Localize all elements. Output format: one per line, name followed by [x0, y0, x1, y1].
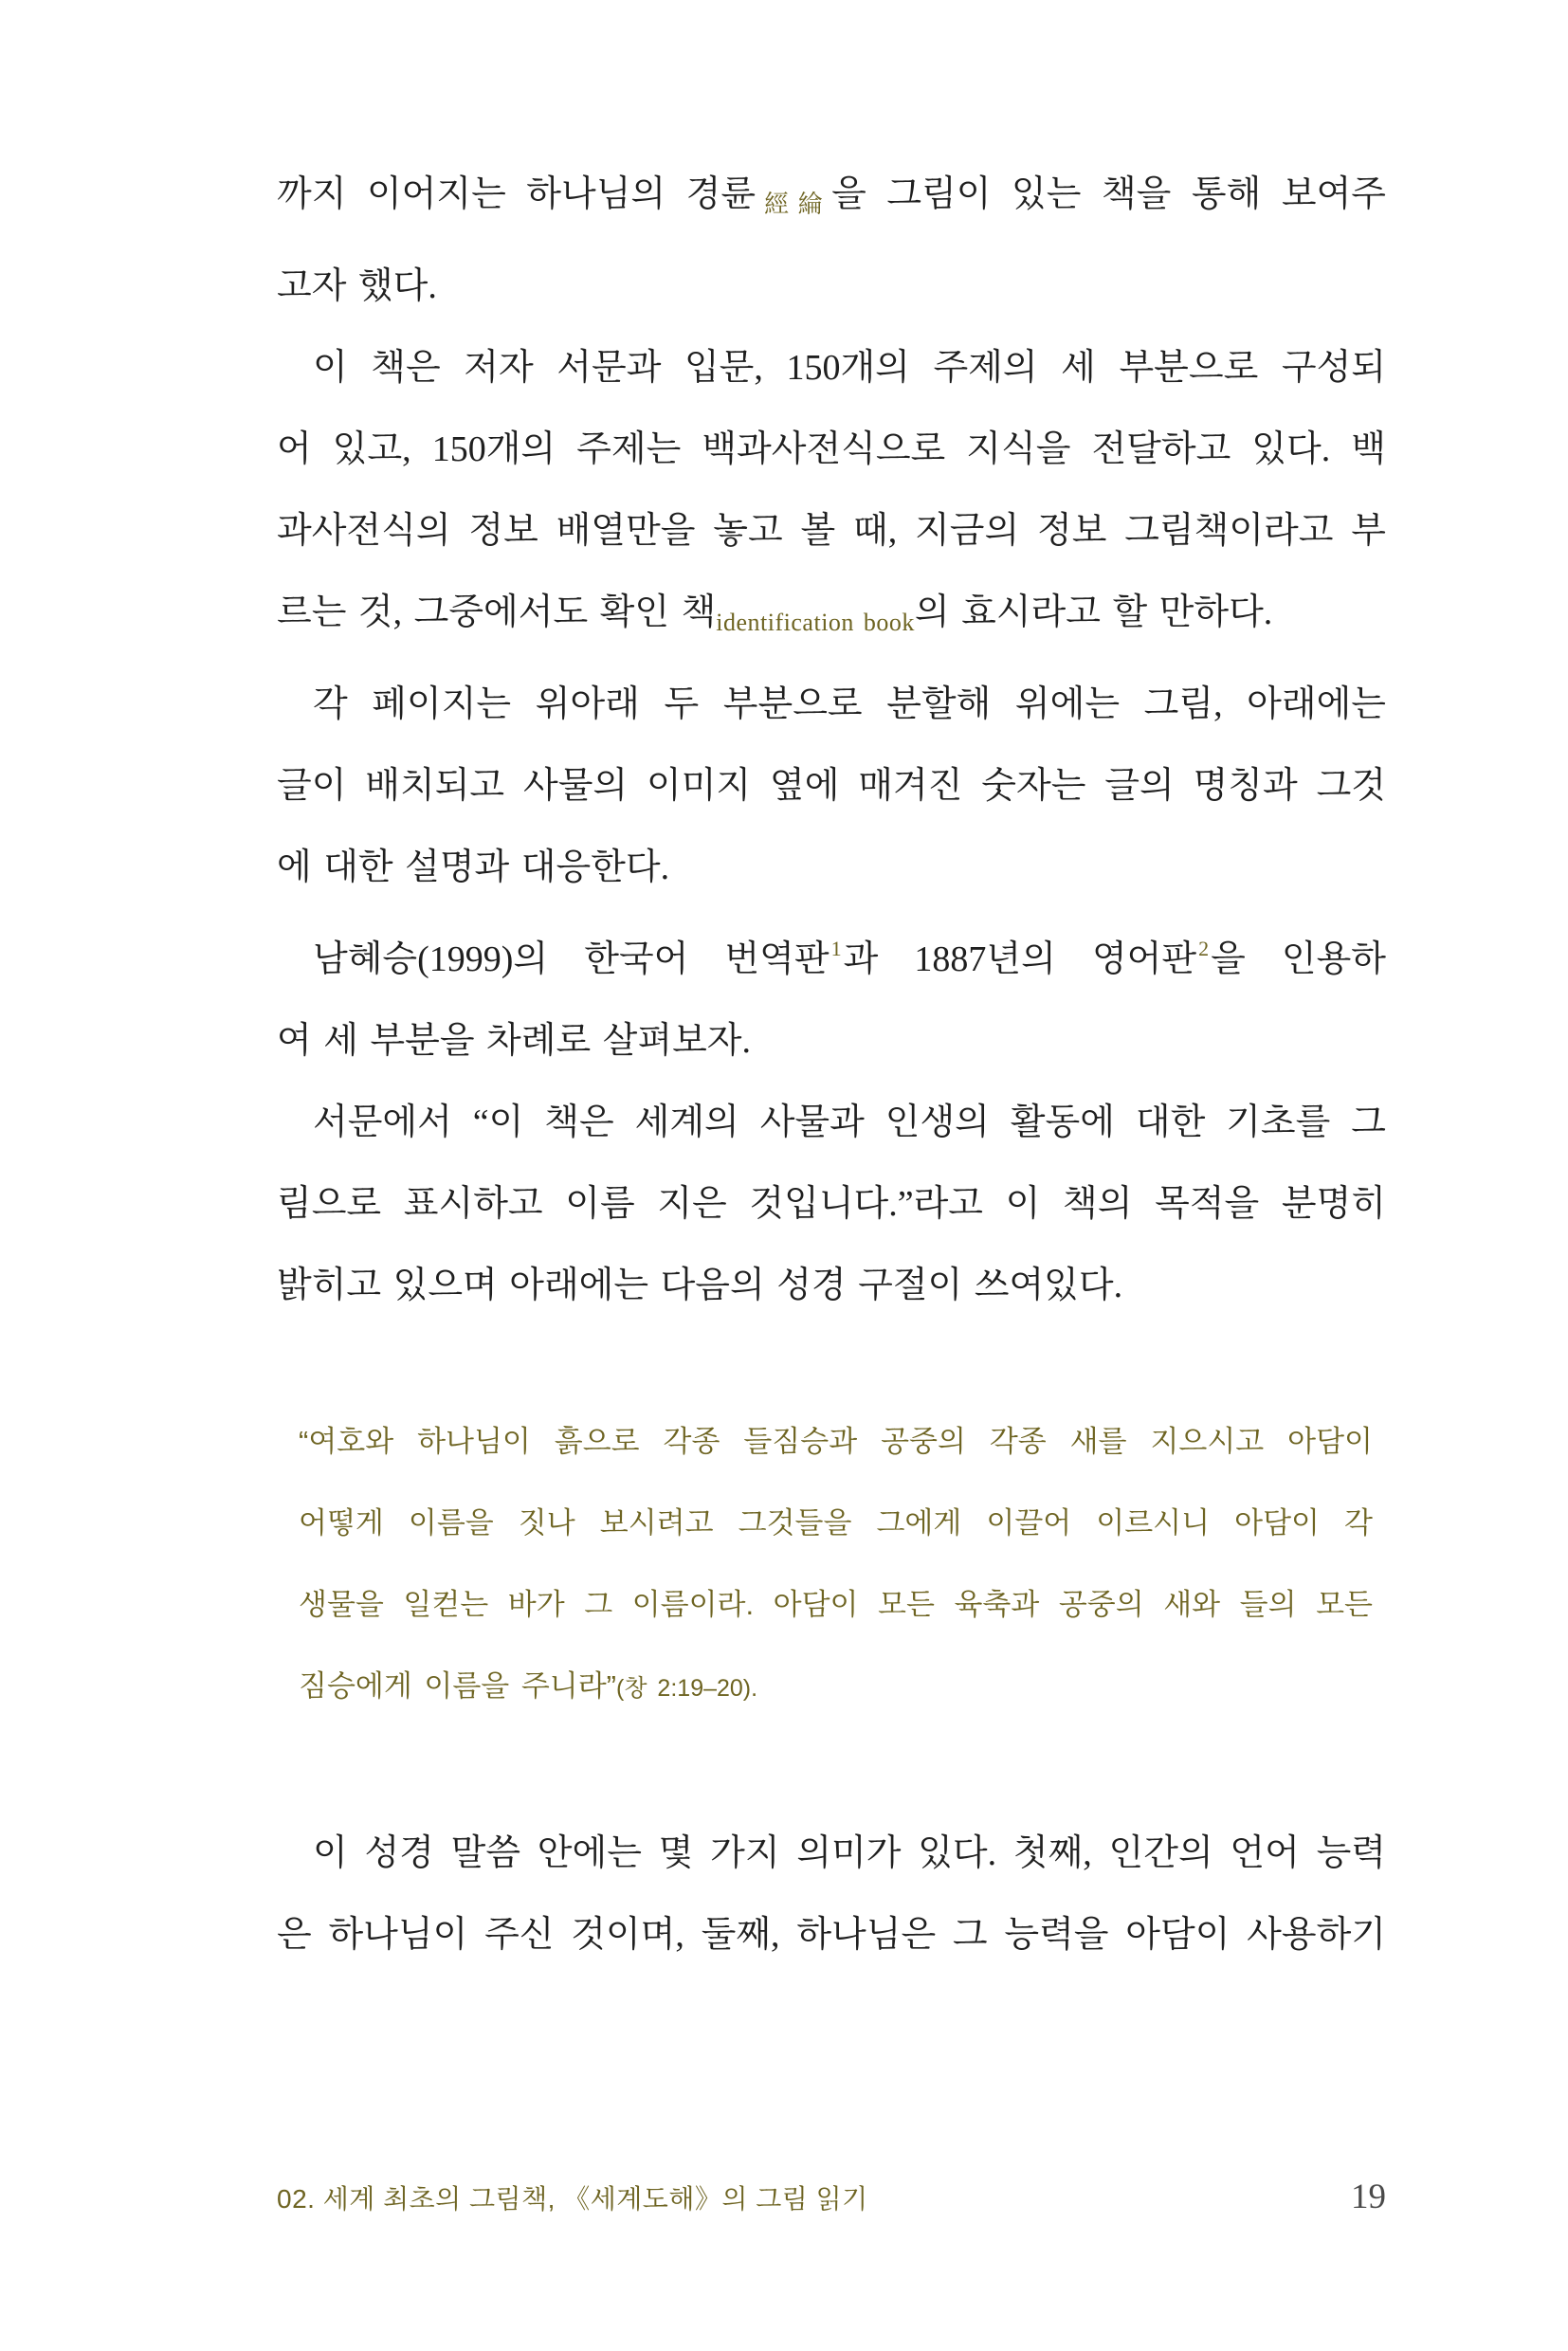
main-text-block	[277, 154, 1386, 1976]
text-segment: 르는 것, 그중에서도 확인 책	[277, 592, 717, 632]
text-line	[277, 908, 1386, 1000]
page-footer	[277, 2177, 1386, 2217]
text-line	[299, 1401, 1373, 1483]
text-segment: 의 효시라고 할 만하다.	[914, 592, 1273, 632]
inline-annotation: 經綸	[756, 191, 832, 218]
text-segment: 밝히고 있으며 아래에는 다음의 성경 구절이 쓰여있다.	[277, 1266, 1123, 1305]
quote-segment: 생물을 일컫는 바가 그 이름이라. 아담이 모든 육축과 공중의 새와 들의 모든	[299, 1588, 1373, 1621]
inline-annotation: identification book	[716, 609, 915, 636]
text-segment: 이 성경 말씀 안에는 몇 가지 의미가 있다. 첫째, 인간의 언어 능력	[313, 1833, 1386, 1873]
footnote-ref: 1	[830, 937, 842, 960]
text-segment: 남혜승(1999)의 한국어 번역판	[313, 939, 830, 979]
text-line	[277, 745, 1386, 827]
text-line	[277, 409, 1386, 490]
text-line	[299, 1646, 1373, 1729]
text-segment: 과 1887년의 영어판	[843, 939, 1197, 979]
text-line	[277, 664, 1386, 745]
text-line	[277, 827, 1386, 908]
text-segment: 서문에서 “이 책은 세계의 사물과 인생의 활동에 대한 기초를 그	[313, 1103, 1386, 1142]
text-segment: 을 인용하	[1211, 939, 1387, 979]
quote-segment: 어떻게 이름을 짓나 보시려고 그것들을 그에게 이끌어 이르시니 아담이 각	[299, 1506, 1373, 1540]
text-line	[277, 1163, 1386, 1245]
footer-chapter-title: 02. 세계 최초의 그림책, 《세계도해》의 그림 읽기	[277, 2184, 868, 2214]
text-segment: 고자 했다.	[277, 266, 437, 306]
text-line	[277, 1082, 1386, 1163]
quote-segment: “여호와 하나님이 흙으로 각종 들짐승과 공중의 각종 새를 지으시고 아담이	[299, 1425, 1373, 1458]
text-line	[277, 1894, 1386, 1976]
text-line	[277, 490, 1386, 572]
text-segment: 어 있고, 150개의 주제는 백과사전식으로 지식을 전달하고 있다. 백	[277, 429, 1386, 469]
text-segment: 과사전식의 정보 배열만을 놓고 볼 때, 지금의 정보 그림책이라고 부	[277, 511, 1386, 551]
text-segment: 림으로 표시하고 이름 지은 것입니다.”라고 이 책의 목적을 분명히	[277, 1184, 1386, 1224]
body-paragraphs	[277, 154, 1386, 1326]
text-segment: 은 하나님이 주신 것이며, 둘째, 하나님은 그 능력을 아담이 사용하기	[277, 1915, 1386, 1955]
text-line	[277, 327, 1386, 409]
closing-paragraph	[277, 1813, 1386, 1976]
text-segment: 글이 배치되고 사물의 이미지 옆에 매겨진 숫자는 글의 명칭과 그것	[277, 766, 1386, 806]
footer-page-number: 19	[1351, 2178, 1386, 2216]
text-line	[277, 572, 1386, 664]
text-line	[277, 246, 1386, 327]
text-line	[299, 1564, 1373, 1646]
quote-segment: 짐승에게 이름을 주니라”	[299, 1669, 617, 1703]
text-segment: 에 대한 설명과 대응한다.	[277, 847, 670, 887]
verse-reference: (창 2:19–20).	[616, 1675, 758, 1702]
text-segment: 까지 이어지는 하나님의 경륜	[277, 174, 757, 214]
bible-quote-block	[299, 1401, 1373, 1729]
text-line	[277, 1000, 1386, 1082]
text-segment: 을 그림이 있는 책을 통해 보여주	[831, 174, 1386, 214]
text-segment: 이 책은 저자 서문과 입문, 150개의 주제의 세 부분으로 구성되	[313, 348, 1386, 388]
text-segment: 각 페이지는 위아래 두 부분으로 분할해 위에는 그림, 아래에는	[313, 684, 1386, 724]
text-line	[277, 154, 1386, 246]
text-line	[277, 1813, 1386, 1894]
text-line	[277, 1245, 1386, 1326]
text-segment: 여 세 부분을 차례로 살펴보자.	[277, 1021, 751, 1061]
text-line	[299, 1483, 1373, 1564]
footnote-ref: 2	[1198, 937, 1210, 960]
